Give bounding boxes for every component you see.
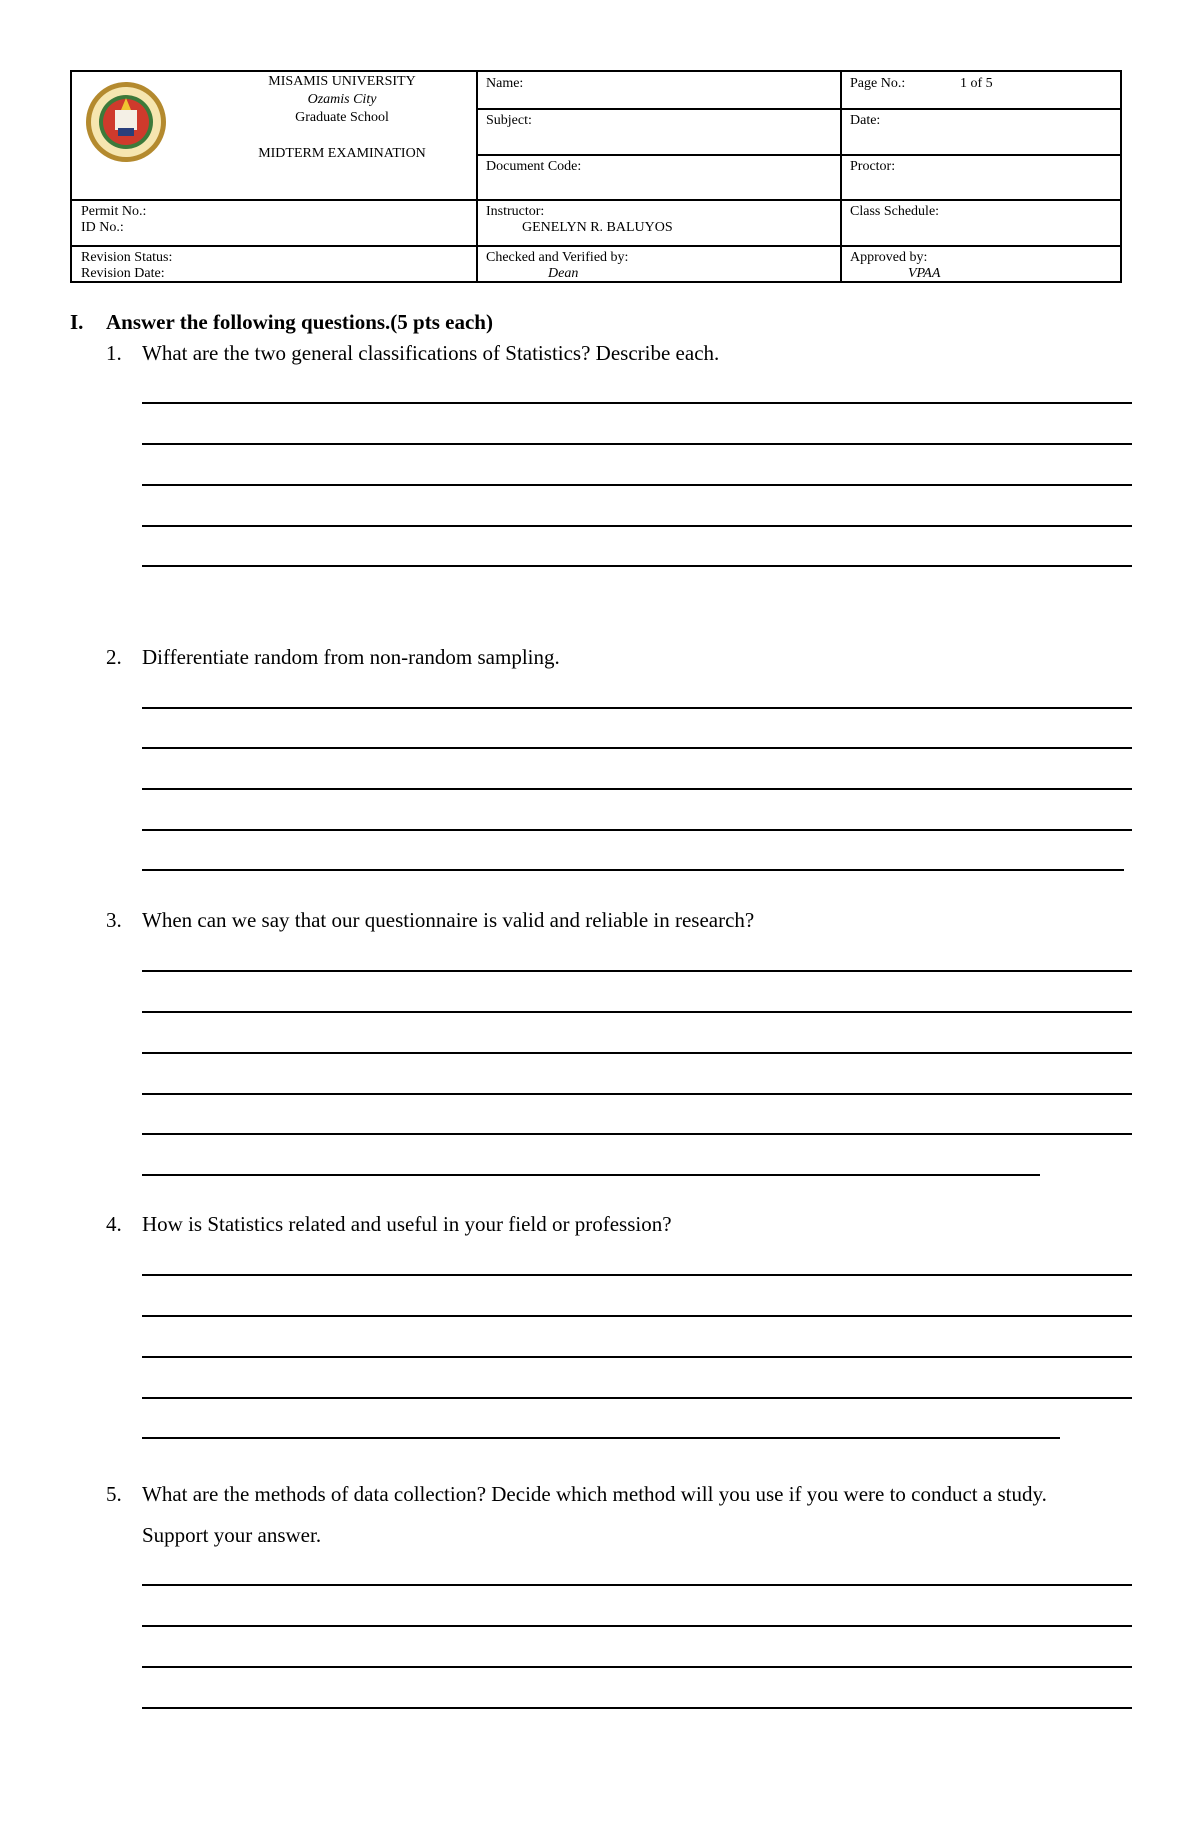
question-number: 4.	[106, 1212, 122, 1236]
class-schedule-label: Class Schedule:	[850, 204, 940, 219]
university-seal-logo	[84, 80, 168, 164]
question-number: 2.	[106, 645, 122, 669]
answer-line[interactable]	[142, 869, 1124, 871]
answer-line[interactable]	[142, 1093, 1132, 1095]
revision-date-label: Revision Date:	[81, 266, 165, 281]
divider	[840, 72, 842, 281]
question-3	[106, 900, 1116, 941]
date-label: Date:	[850, 113, 881, 128]
question-5	[106, 1474, 1116, 1556]
answer-line[interactable]	[142, 788, 1132, 790]
question-text: How is Statistics related and useful in your field or profession?	[142, 1212, 672, 1236]
question-number: 5.	[106, 1482, 122, 1506]
answer-line[interactable]	[142, 1356, 1132, 1358]
instructor-label: Instructor:	[486, 204, 545, 219]
exam-header-table	[70, 70, 1122, 283]
subject-label: Subject:	[486, 113, 532, 128]
university-block	[172, 73, 512, 163]
page-label: Page No.:	[850, 76, 906, 91]
answer-line[interactable]	[142, 970, 1132, 972]
question-text: Differentiate random from non-random sampling.	[142, 645, 560, 669]
question-text: What are the methods of data collection? Decide which method will you use if you were to conduct a study. Support your answer.	[142, 1482, 1047, 1547]
question-4	[106, 1204, 1116, 1245]
permit-label: Permit No.:	[81, 204, 147, 219]
answer-line[interactable]	[142, 747, 1132, 749]
proctor-label: Proctor:	[850, 159, 896, 174]
question-text: When can we say that our questionnaire is valid and reliable in research?	[142, 908, 755, 932]
answer-line[interactable]	[142, 525, 1132, 527]
answer-line[interactable]	[142, 1397, 1132, 1399]
instructor-name: GENELYN R. BALUYOS	[522, 220, 673, 235]
university-city: Ozamis City	[307, 92, 377, 107]
section-title: Answer the following questions.(5 pts each)	[106, 310, 493, 334]
answer-line[interactable]	[142, 1707, 1132, 1709]
question-1	[106, 333, 1116, 374]
answer-line[interactable]	[142, 1666, 1132, 1668]
section-heading	[70, 310, 493, 335]
answer-line[interactable]	[142, 565, 1132, 567]
approved-value: VPAA	[908, 266, 941, 281]
answer-line[interactable]	[142, 1011, 1132, 1013]
answer-line[interactable]	[142, 484, 1132, 486]
answer-line[interactable]	[142, 829, 1132, 831]
answer-line[interactable]	[142, 1174, 1040, 1176]
divider	[72, 245, 1120, 247]
exam-title: MIDTERM EXAMINATION	[258, 146, 426, 161]
question-number: 3.	[106, 908, 122, 932]
approved-label: Approved by:	[850, 250, 928, 265]
question-2	[106, 637, 1116, 678]
document-code-label: Document Code:	[486, 159, 582, 174]
question-number: 1.	[106, 341, 122, 365]
answer-line[interactable]	[142, 1625, 1132, 1627]
answer-line[interactable]	[142, 1584, 1132, 1586]
page-value: 1 of 5	[960, 76, 993, 91]
name-label: Name:	[486, 76, 524, 91]
school-name: Graduate School	[295, 110, 389, 125]
answer-line[interactable]	[142, 1315, 1132, 1317]
answer-line[interactable]	[142, 443, 1132, 445]
checked-verified-label: Checked and Verified by:	[486, 250, 629, 265]
answer-line[interactable]	[142, 402, 1132, 404]
divider	[478, 154, 1120, 156]
answer-line[interactable]	[142, 1052, 1132, 1054]
answer-line[interactable]	[142, 707, 1132, 709]
divider	[478, 108, 1120, 110]
checked-verified-value: Dean	[548, 266, 579, 281]
answer-line[interactable]	[142, 1437, 1060, 1439]
id-label: ID No.:	[81, 220, 124, 235]
answer-line[interactable]	[142, 1133, 1132, 1135]
answer-line[interactable]	[142, 1274, 1132, 1276]
question-text: What are the two general classifications of Statistics? Describe each.	[142, 341, 720, 365]
divider	[72, 199, 1120, 201]
section-number: I.	[70, 310, 84, 334]
university-name: MISAMIS UNIVERSITY	[268, 74, 416, 89]
revision-status-label: Revision Status:	[81, 250, 173, 265]
